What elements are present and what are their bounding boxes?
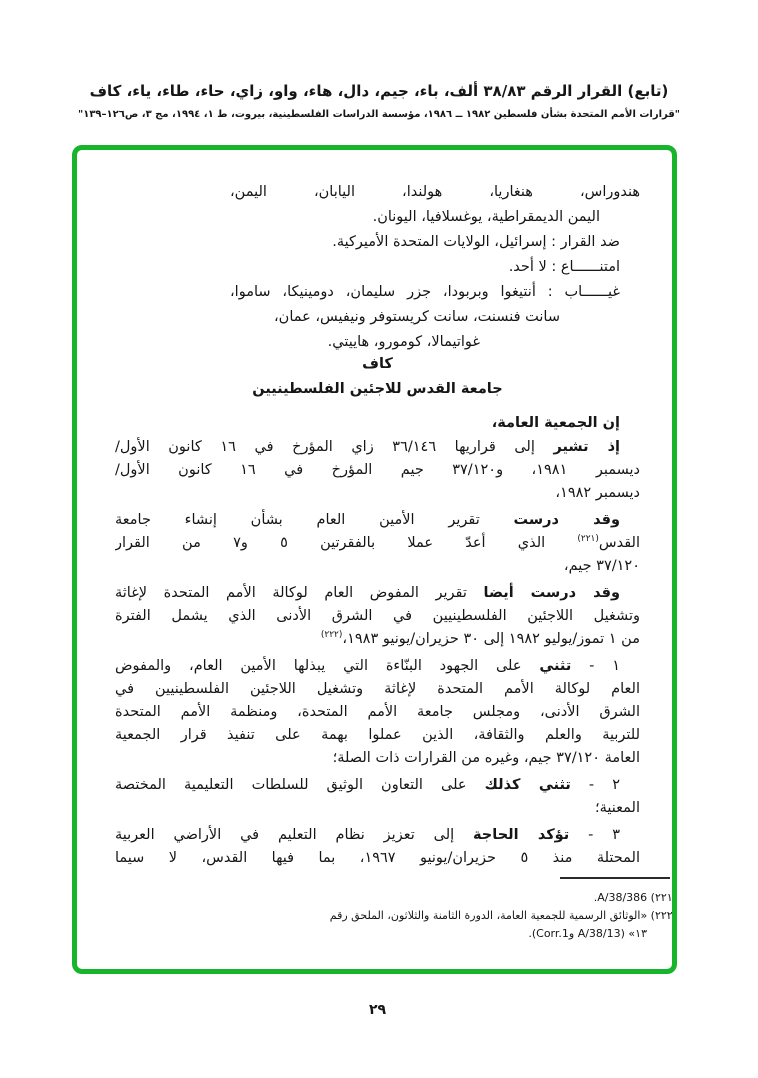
resolution-header-title: (تابع) القرار الرقم ٣٨/٨٣ ألف، باء، جيم، دال، هاء، واو، زاي، حاء، طاء، ياء، كاف bbox=[89, 82, 669, 100]
text-line: المعنية؛ bbox=[595, 800, 640, 816]
text-line: ٣ - تؤكد الحاجة إلى تعزيز نظام التعليم في الأراضي العربية bbox=[115, 827, 620, 843]
source-citation-line: "قرارات الأمم المتحدة بشأن فلسطين ١٩٨٢ ــ ١٩٨٦، مؤسسة الدراسات الفلسطينية، بيروت، ط ١، ١٩٩٤، مج ٣، ص١٢٦–١٣٩" bbox=[78, 109, 680, 120]
text-line: ٢ - تثني كذلك على التعاون الوثيق للسلطات التعليمية المختصة bbox=[115, 777, 621, 793]
text-line: ديسمبر ١٩٨٢، bbox=[555, 485, 640, 501]
text-line: إذ تشير إلى قراريها ٣٦/١٤٦ زاي المؤرخ في ١٦ كانون الأول/ bbox=[115, 439, 620, 455]
text-line: اليمن الديمقراطية، يوغسلافيا، اليونان. bbox=[372, 209, 600, 225]
text-line: العامة ٣٧/١٢٠ جيم، وغيره من القرارات ذات الصلة؛ bbox=[332, 750, 640, 766]
text-line: إن الجمعية العامة، bbox=[491, 415, 620, 431]
text-line: ٣٧/١٢٠ جيم، bbox=[563, 558, 640, 574]
text-line: وتشغيل اللاجئين الفلسطينيين في الشرق الأدنى الذي يشمل الفترة bbox=[115, 608, 640, 624]
text-line: غيــــــاب : أنتيغوا وبربودا، جزر سليمان، دومينيكا، ساموا، bbox=[230, 284, 620, 300]
footnote-222-line2: ١٣» (A/38/13 وCorr.1). bbox=[528, 927, 647, 940]
text-line: كاف bbox=[362, 356, 393, 372]
footnote-222-line1: (٢٢٢) «الوثائق الرسمية للجمعية العامة، الدورة الثامنة والثلاثون، الملحق رقم bbox=[329, 909, 677, 922]
text-line: الشرق الأدنى، ومجلس جامعة الأمم المتحدة، ومنظمة الأمم المتحدة bbox=[115, 704, 640, 720]
text-line: وقد درست أيضا تقرير المفوض العام لوكالة الأمم المتحدة لإغاثة bbox=[115, 585, 620, 601]
text-line: وقد درست تقرير الأمين العام بشأن إنشاء جامعة bbox=[115, 512, 620, 528]
text-line: المحتلة منذ ٥ حزيران/يونيو ١٩٦٧، بما فيها القدس، لا سيما bbox=[115, 850, 640, 866]
text-line: امتنــــــاع : لا أحد. bbox=[508, 259, 620, 275]
footnote-divider bbox=[560, 877, 670, 879]
text-line: القدس$^{(٢٢١)}$ الذي أعدّ عملا بالفقرتين ٥ و٧ من القرار bbox=[115, 534, 640, 551]
text-line: سانت فنسنت، سانت كريستوفر ونيفيس، عمان، bbox=[273, 309, 560, 325]
text-line: للتربية والعلم والثقافة، الذين عملوا بهمة على تنفيذ قرار الجمعية bbox=[115, 727, 640, 743]
footnote-221: (٢٢١) A/38/386. bbox=[593, 891, 677, 904]
text-line: العام لوكالة الأمم المتحدة لإغاثة وتشغيل اللاجئين الفلسطينيين في bbox=[115, 681, 640, 697]
text-line: ديسمبر ١٩٨١، و٣٧/١٢٠ جيم المؤرخ في ١٦ كانون الأول/ bbox=[115, 462, 640, 478]
text-line: جامعة القدس للاجئين الفلسطينيين bbox=[252, 381, 503, 397]
text-line: ١ - تثني على الجهود البنّاءة التي يبذلها الأمين العام، والمفوض bbox=[115, 658, 621, 674]
text-line: غواتيمالا، كومورو، هاييتي. bbox=[327, 334, 480, 350]
text-line: من ١ تموز/يوليو ١٩٨٢ إلى ٣٠ حزيران/يونيو ١٩٨٣،$^{(٢٢٢)}$ bbox=[320, 630, 640, 647]
text-line: هندوراس، هنغاريا، هولندا، اليابان، اليمن، bbox=[230, 184, 640, 200]
text-line: ضد القرار : إسرائيل، الولايات المتحدة الأميركية. bbox=[332, 234, 620, 250]
document-lines bbox=[115, 180, 640, 870]
page-number: ٢٩ bbox=[368, 1002, 387, 1018]
